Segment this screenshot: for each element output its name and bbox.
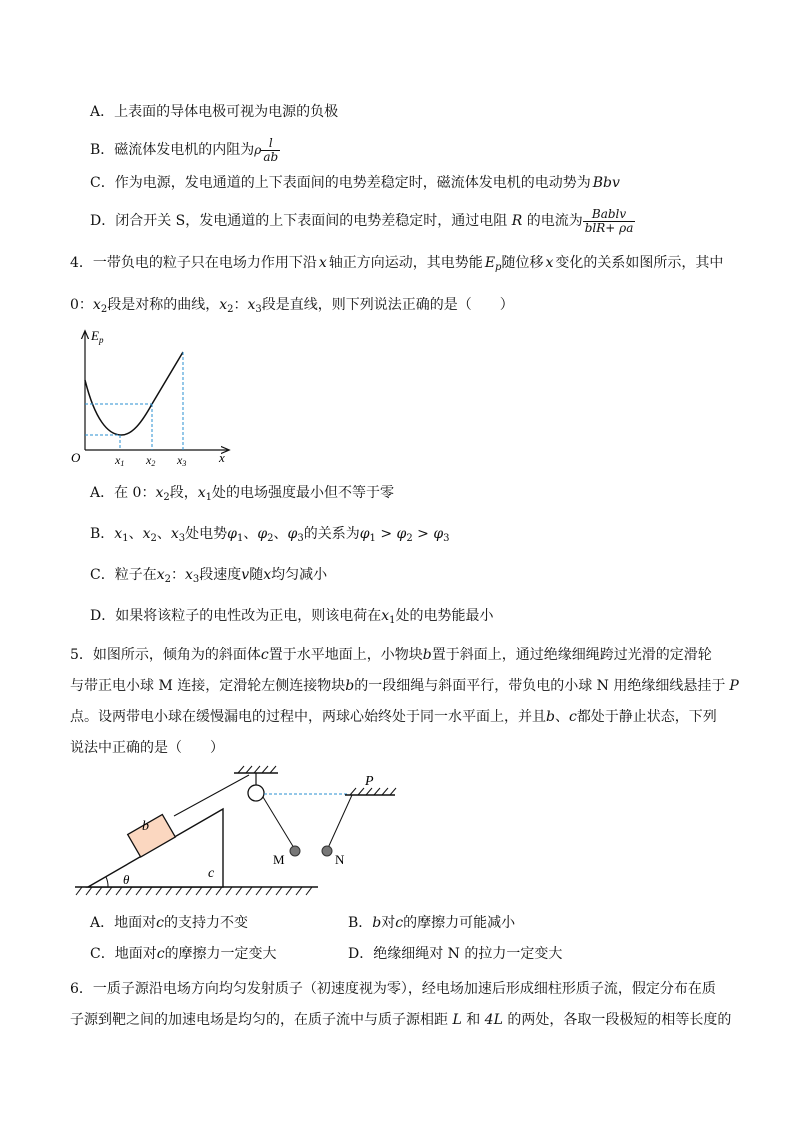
- q5-label-c: c: [208, 866, 215, 881]
- q6-line1: 6．一质子源沿电场方向均匀发射质子（初速度视为零），经电场加速后形成细柱形质子流，假定分布在质: [70, 981, 716, 997]
- q4-option-a: A．在 0：$x_2$段，$x_1$处的电场强度最小但不等于零: [90, 485, 395, 503]
- q3-option-c: C．作为电源，发电通道的上下表面间的电势差稳定时，磁流体发电机的电动势为 Bbv: [90, 175, 620, 191]
- q5-stem-line4: 说法中正确的是（ ）: [70, 740, 224, 756]
- q3-option-a: A．上表面的导体电极可视为电源的负极: [90, 104, 339, 120]
- q6-line2: 子源到靶之间的加速电场是均匀的，在质子流中与质子源相距 L 和 4L 的两处，各取一段极短的相等长度的: [70, 1012, 732, 1028]
- q5-label-n: N: [335, 852, 345, 867]
- q5-stem-line2: 与带正电小球 M 连接，定滑轮左侧连接物块b的一段细绳与斜面平行，带负电的小球 N 用绝缘细线悬挂于 P: [70, 678, 739, 694]
- q5-ball-m: [290, 846, 300, 856]
- q5-label-p: P: [365, 774, 374, 789]
- q4-tick-x3: x3: [177, 453, 187, 467]
- q5-pulley: [248, 785, 264, 801]
- q3-option-b: B．磁流体发电机的内阻为ρ $\frac{l}{ab}$: [90, 135, 279, 164]
- q5-option-b: B．b对c的摩擦力可能减小: [348, 915, 516, 931]
- q5-option-d: D．绝缘细绳对 N 的拉力一定变大: [348, 946, 563, 962]
- q5-stem-line3: 点。设两带电小球在缓慢漏电的过程中，两球心始终处于同一水平面上，并且b、c都处于静止状态，下列: [70, 709, 717, 725]
- q5-stem-line1: 5．如图所示，倾角为的斜面体c置于水平地面上，小物块b置于斜面上，通过绝缘细绳跨过光滑的定滑轮: [70, 647, 712, 663]
- q4-graph-xlabel: x: [219, 450, 225, 465]
- q4-stem-line2: 0：$x_2$段是对称的曲线，$x_2$：$x_3$段是直线，则下列说法正确的是（ ）: [70, 297, 514, 315]
- q3-b-fraction: $\frac{l}{ab}$: [263, 135, 279, 164]
- q4-option-c: C．粒子在$x_2$：$x_3$段速度v随x均匀减小: [90, 567, 328, 585]
- q4-energy-graph: [70, 322, 240, 467]
- q5-option-a: A．地面对c的支持力不变: [90, 915, 248, 931]
- q4-tick-x1: x1: [115, 453, 125, 467]
- q5-incline-figure: [70, 763, 400, 908]
- q5-label-theta: θ: [123, 872, 130, 887]
- q5-label-b: b: [142, 819, 149, 834]
- q4-graph-ylabel: $E_p$: [91, 328, 104, 345]
- q4-stem-line1: 4．一带负电的粒子只在电场力作用下沿 x 轴正方向运动，其电势能 $E_p$随位移 x 变化的关系如图所示，其中: [70, 255, 724, 273]
- q4-energy-curve: [85, 352, 183, 435]
- q4-graph-origin: O: [71, 450, 81, 465]
- q5-option-c: C．地面对c的摩擦力一定变大: [90, 946, 277, 962]
- q4-tick-x2: x2: [146, 453, 156, 467]
- q5-ball-n: [322, 846, 332, 856]
- q3-option-d: D．闭合开关 S，发电通道的上下表面间的电势差稳定时，通过电阻 R 的电流为 $\frac{\text{Bablv}}{\text{blR+ ρa}}$: [90, 206, 634, 235]
- q4-option-b: B．$x_1$、$x_2$、$x_3$处电势$\varphi_1$、$\varphi_2$、$\varphi_3$的关系为$\varphi_1 > \varphi_2 > \varphi_3$: [90, 526, 450, 544]
- q4-option-d: D．如果将该粒子的电性改为正电，则该电荷在$x_1$处的电势能最小: [90, 608, 494, 626]
- q3-d-fraction: $\frac{\text{Bablv}}{\text{blR+ ρa}}$: [584, 206, 634, 235]
- q5-label-m: M: [273, 852, 285, 867]
